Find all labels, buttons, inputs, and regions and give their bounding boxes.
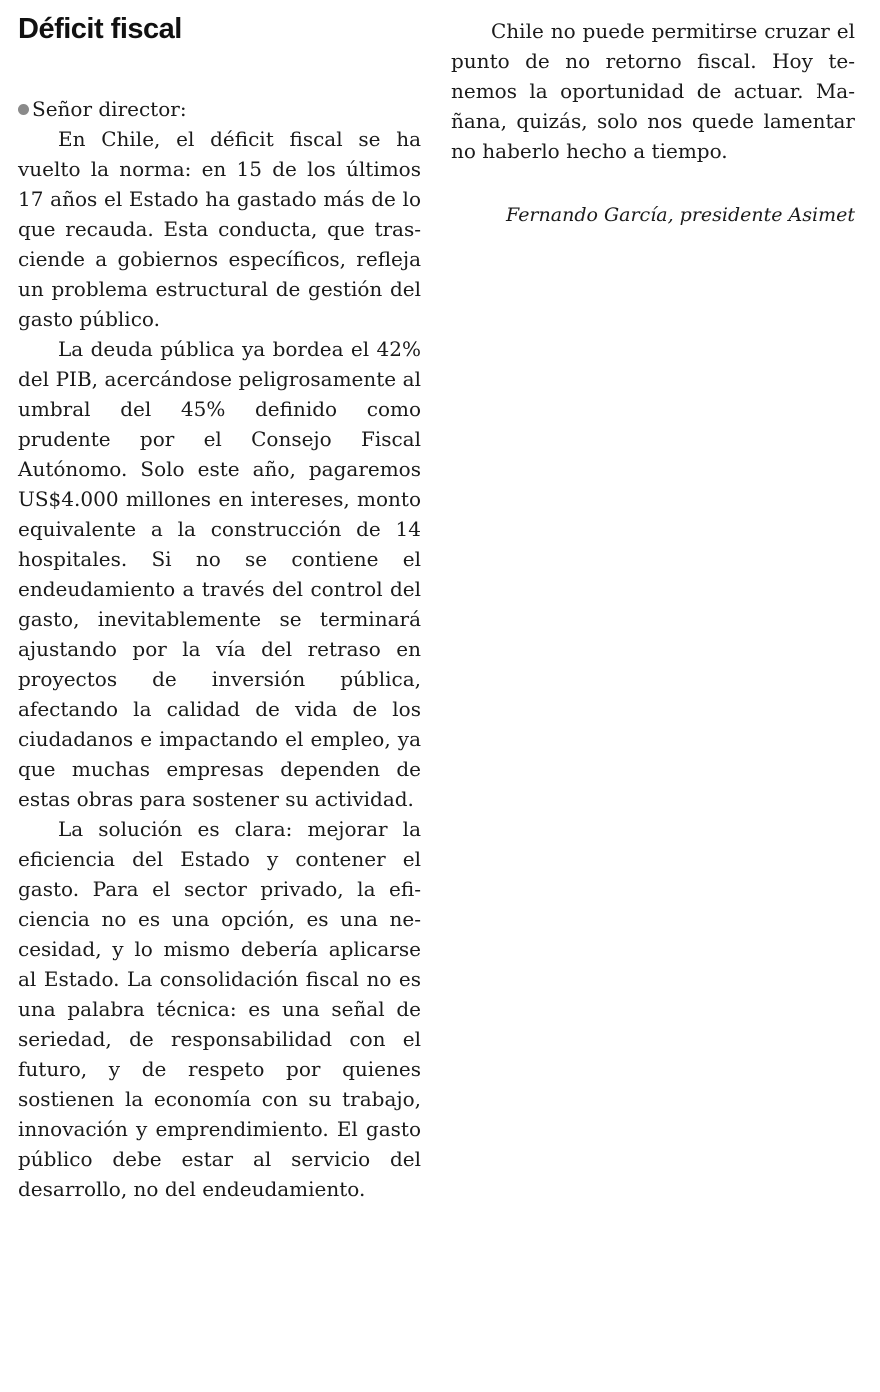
salutation-text: Señor director: — [32, 97, 187, 121]
paragraph-3: La solución es clara: mejorar la eficiencia del Estado y contener el gasto. Para el sector privado, la eficiencia no es una opción, es una necesidad, y lo mismo debería aplicarse al Estado. La consolidación fiscal no es una palabra técnica: es una señal de seriedad, de responsabilidad con el futuro, y de respeto por quienes sostienen la economía con su trabajo, innovación y emprendimiento. El gasto público debe estar al servicio del desarrollo, no del endeudamiento. — [18, 817, 421, 1201]
bullet-icon — [18, 104, 29, 115]
signature: Fernando García, presidente Asimet — [506, 204, 855, 226]
paragraph-1: En Chile, el déficit fiscal se ha vuelto la norma: en 15 de los últimos 17 años el Estado ha gastado más de lo que recauda. Esta conducta, que trasciende a gobiernos específicos, refleja un problema estructural de gestión del gasto público. — [18, 127, 421, 331]
right-column — [451, 16, 855, 230]
headline: Déficit fiscal — [18, 13, 182, 45]
paragraph-4: Chile no puede permitirse cruzar el punto de no retorno fiscal. Hoy tenemos la oportunidad de actuar. Mañana, quizás, solo nos quede lamentar no haberlo hecho a tiempo. — [451, 19, 855, 163]
salutation — [18, 94, 421, 124]
left-column — [18, 10, 421, 1204]
paragraph-2: La deuda pública ya bordea el 42% del PIB, acercándose peligrosamente al umbral del 45% definido como prudente por el Consejo Fiscal Autónomo. Solo este año, pagaremos US$4.000 millones en intereses, monto equivalente a la construcción de 14 hospitales. Si no se contiene el endeudamiento a través del control del gasto, inevitablemente se terminará ajustando por la vía del retraso en proyectos de inversión pública, afectando la calidad de vida de los ciudadanos e impactando el empleo, ya que muchas empresas dependen de estas obras para sostener su actividad. — [18, 337, 421, 811]
